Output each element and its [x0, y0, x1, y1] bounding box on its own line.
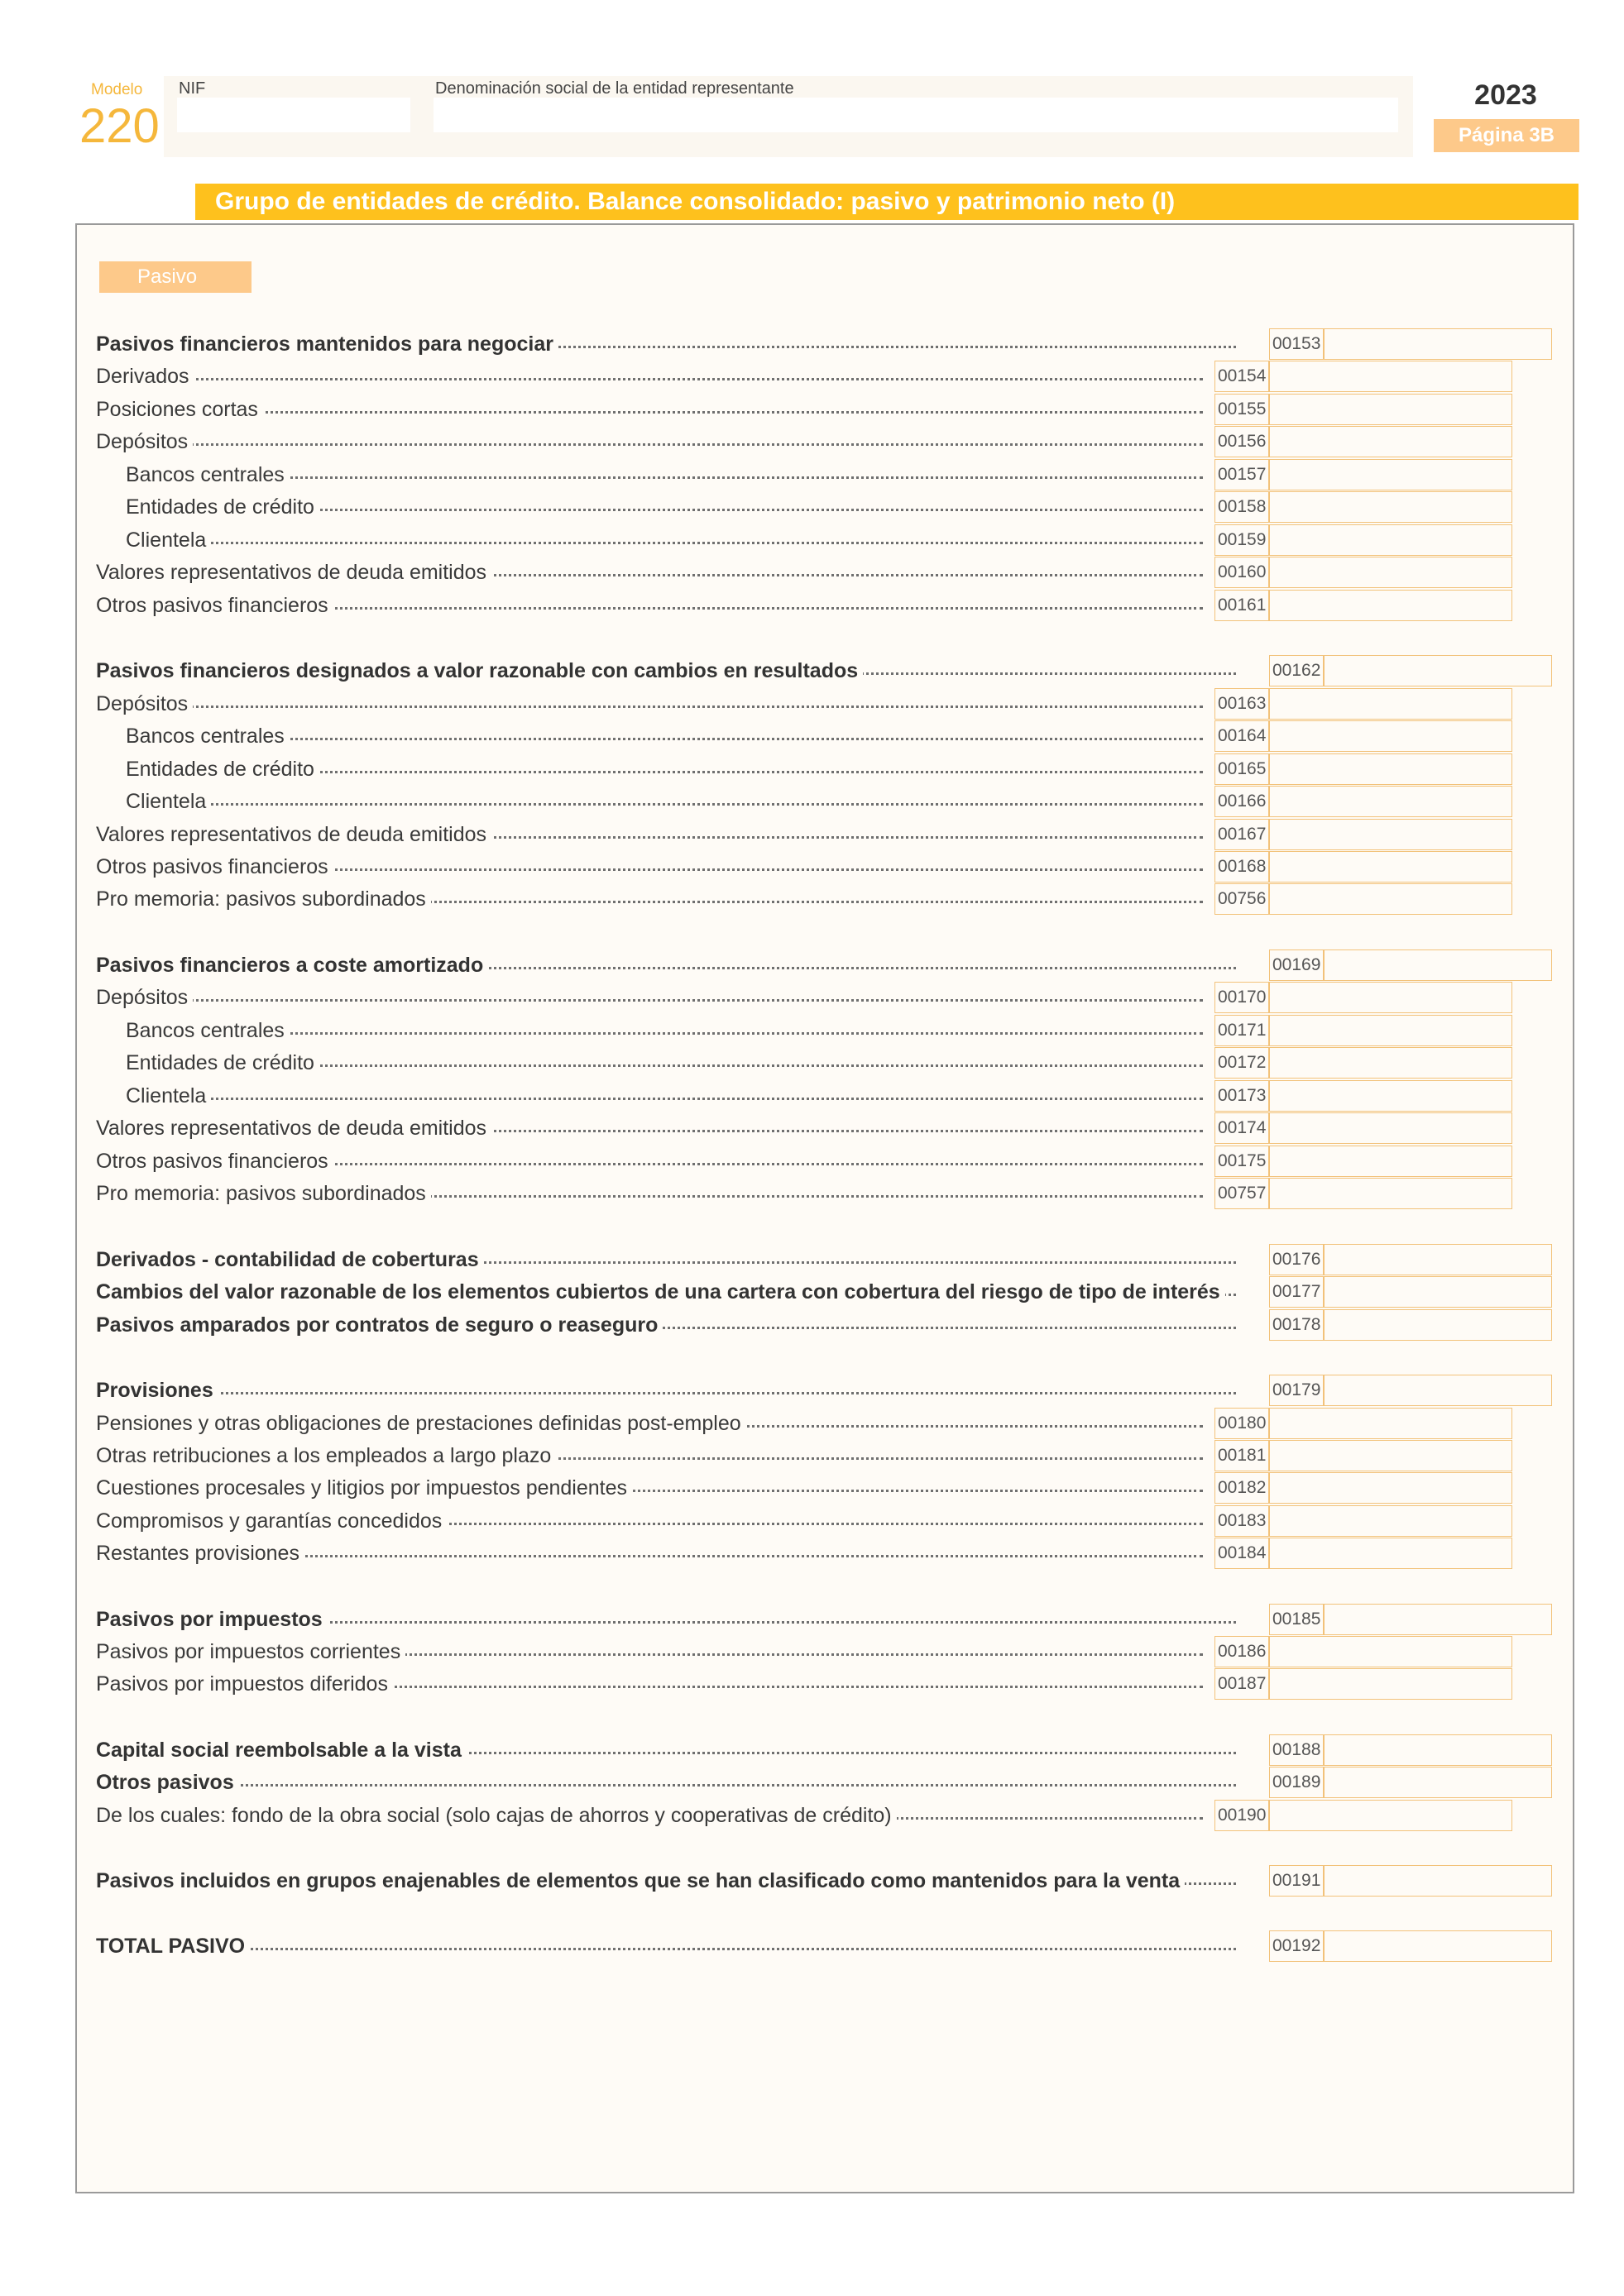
row-label-text: Pasivos financieros designados a valor razonable con cambios en resultados — [96, 659, 863, 682]
box-code: 00165 — [1214, 753, 1269, 785]
row-label-text: Posiciones cortas — [96, 398, 263, 421]
leader-dots — [96, 378, 1203, 380]
form-row-00186 — [96, 1636, 1552, 1667]
row-label — [96, 1604, 1236, 1635]
row-label — [96, 851, 1203, 883]
amount-input[interactable] — [1269, 557, 1512, 588]
form-row-00756 — [96, 883, 1552, 915]
amount-input[interactable] — [1324, 1734, 1552, 1766]
amount-input[interactable] — [1269, 753, 1512, 785]
form-row-00154 — [96, 361, 1552, 392]
box-code: 00175 — [1214, 1146, 1269, 1177]
amount-input[interactable] — [1269, 1047, 1512, 1079]
row-label — [96, 1472, 1203, 1504]
amount-input[interactable] — [1269, 851, 1512, 883]
row-label-text: Capital social reembolsable a la vista — [96, 1739, 467, 1762]
row-label-text: Pasivos incluidos en grupos enajenables de elementos que se han clasificado como mantenidos para la venta — [96, 1869, 1185, 1892]
box-code: 00161 — [1214, 590, 1269, 621]
row-label-text: Valores representativos de deuda emitidos — [96, 823, 491, 846]
leader-dots — [96, 999, 1203, 1002]
row-label-text: Compromisos y garantías concedidos — [96, 1509, 447, 1533]
amount-input[interactable] — [1269, 1668, 1512, 1700]
denominacion-input[interactable] — [434, 98, 1398, 132]
box-code: 00181 — [1214, 1440, 1269, 1471]
row-label-text: Cuestiones procesales y litigios por impuestos pendientes — [96, 1476, 632, 1500]
amount-input[interactable] — [1269, 688, 1512, 720]
form-row-00167 — [96, 819, 1552, 850]
page-title: Grupo de entidades de crédito. Balance consolidado: pasivo y patrimonio neto (I) — [195, 184, 1578, 220]
box-code: 00162 — [1269, 655, 1324, 686]
row-label — [96, 1505, 1203, 1537]
amount-input[interactable] — [1324, 1604, 1552, 1635]
form-row-00165 — [96, 753, 1552, 785]
box-code: 00178 — [1269, 1309, 1324, 1341]
row-label-text: Entidades de crédito — [96, 1051, 319, 1074]
form-row-00160 — [96, 557, 1552, 588]
leader-dots — [96, 803, 1203, 806]
box-code: 00187 — [1214, 1668, 1269, 1700]
box-code: 00158 — [1214, 491, 1269, 523]
amount-input[interactable] — [1269, 459, 1512, 490]
row-label-text: Pasivos por impuestos — [96, 1608, 328, 1631]
form-row-00170 — [96, 982, 1552, 1013]
box-code: 00177 — [1269, 1276, 1324, 1308]
row-label — [96, 1309, 1236, 1341]
box-code: 00179 — [1269, 1375, 1324, 1406]
row-label — [96, 786, 1203, 817]
modelo-label: Modelo — [91, 81, 143, 98]
modelo-number: 220 — [79, 99, 160, 153]
amount-input[interactable] — [1269, 1408, 1512, 1439]
row-label — [96, 1636, 1203, 1667]
leader-dots — [96, 1098, 1203, 1100]
row-label — [96, 1668, 1203, 1700]
box-code: 00176 — [1269, 1244, 1324, 1275]
leader-dots — [96, 1948, 1236, 1950]
page-badge: Página 3B — [1434, 119, 1579, 152]
amount-input[interactable] — [1324, 1865, 1552, 1897]
form-row-00164 — [96, 720, 1552, 752]
amount-input[interactable] — [1269, 883, 1512, 915]
form-row-00153 — [96, 328, 1552, 360]
box-code: 00184 — [1214, 1538, 1269, 1569]
box-code: 00757 — [1214, 1178, 1269, 1209]
amount-input[interactable] — [1269, 524, 1512, 556]
row-label-text: Otros pasivos financieros — [96, 594, 333, 617]
leader-dots — [96, 1392, 1236, 1394]
row-label-text: Pro memoria: pasivos subordinados — [96, 887, 431, 911]
box-code: 00173 — [1214, 1080, 1269, 1112]
row-label-text: Derivados - contabilidad de coberturas — [96, 1248, 484, 1271]
form-row-00159 — [96, 524, 1552, 556]
amount-input[interactable] — [1269, 1538, 1512, 1569]
amount-input[interactable] — [1269, 1080, 1512, 1112]
form-row-00172 — [96, 1047, 1552, 1079]
row-label — [96, 1276, 1236, 1308]
form-row-00161 — [96, 590, 1552, 621]
row-label-text: Pasivos financieros a coste amortizado — [96, 954, 488, 977]
box-code: 00157 — [1214, 459, 1269, 490]
row-label-text: Pro memoria: pasivos subordinados — [96, 1182, 431, 1205]
box-code: 00186 — [1214, 1636, 1269, 1667]
form-row-00181 — [96, 1440, 1552, 1471]
box-code: 00192 — [1269, 1930, 1324, 1962]
section-tab-pasivo: Pasivo — [99, 261, 252, 293]
row-label — [96, 1146, 1203, 1177]
form-row-00174 — [96, 1112, 1552, 1144]
row-label — [96, 1178, 1203, 1209]
amount-input[interactable] — [1324, 1244, 1552, 1275]
row-label — [96, 459, 1203, 490]
amount-input[interactable] — [1269, 361, 1512, 392]
row-label — [96, 1375, 1236, 1406]
row-label-text: Clientela — [96, 1084, 211, 1107]
amount-input[interactable] — [1269, 1112, 1512, 1144]
amount-input[interactable] — [1324, 1767, 1552, 1798]
box-code: 00155 — [1214, 394, 1269, 425]
box-code: 00171 — [1214, 1015, 1269, 1046]
row-label — [96, 328, 1236, 360]
form-row-00177 — [96, 1276, 1552, 1308]
box-code: 00180 — [1214, 1408, 1269, 1439]
row-label-text: Valores representativos de deuda emitidos — [96, 561, 491, 584]
row-label-text: Depósitos — [96, 692, 193, 715]
amount-input[interactable] — [1269, 786, 1512, 817]
row-label — [96, 426, 1203, 457]
row-label — [96, 1080, 1203, 1112]
row-label-text: Pasivos por impuestos corrientes — [96, 1640, 405, 1663]
row-label-text: Cambios del valor razonable de los elementos cubiertos de una cartera con cobertura del riesgo de tipo de interés — [96, 1280, 1225, 1303]
form-row-00155 — [96, 394, 1552, 425]
row-label-text: Provisiones — [96, 1379, 218, 1402]
row-label — [96, 1734, 1236, 1766]
row-label-text: Otros pasivos — [96, 1771, 239, 1794]
amount-input[interactable] — [1324, 1309, 1552, 1341]
amount-input[interactable] — [1269, 1440, 1512, 1471]
leader-dots — [96, 542, 1203, 544]
row-label-text: Derivados — [96, 365, 194, 388]
box-code: 00168 — [1214, 851, 1269, 883]
box-code: 00182 — [1214, 1472, 1269, 1504]
form-row-00175 — [96, 1146, 1552, 1177]
box-code: 00169 — [1269, 949, 1324, 981]
amount-input[interactable] — [1269, 1636, 1512, 1667]
box-code: 00153 — [1269, 328, 1324, 360]
form-row-00168 — [96, 851, 1552, 883]
amount-input[interactable] — [1269, 982, 1512, 1013]
amount-input[interactable] — [1269, 1800, 1512, 1831]
form-row-00158 — [96, 491, 1552, 523]
box-code: 00170 — [1214, 982, 1269, 1013]
row-label — [96, 557, 1203, 588]
row-label-text: Otras retribuciones a los empleados a largo plazo — [96, 1444, 556, 1467]
leader-dots — [96, 706, 1203, 708]
form-row-00188 — [96, 1734, 1552, 1766]
box-code: 00156 — [1214, 426, 1269, 457]
form-row-00192 — [96, 1930, 1552, 1962]
form-row-00169 — [96, 949, 1552, 981]
leader-dots — [96, 443, 1203, 446]
row-label-text: Otros pasivos financieros — [96, 855, 333, 878]
row-label — [96, 361, 1203, 392]
form-row-00178 — [96, 1309, 1552, 1341]
box-code: 00188 — [1269, 1734, 1324, 1766]
form-row-00180 — [96, 1408, 1552, 1439]
box-code: 00185 — [1269, 1604, 1324, 1635]
row-label-text: Bancos centrales — [96, 1019, 290, 1042]
row-label — [96, 688, 1203, 720]
nif-label: NIF — [179, 79, 206, 98]
row-label — [96, 524, 1203, 556]
box-code: 00174 — [1214, 1112, 1269, 1144]
row-label — [96, 819, 1203, 850]
box-code: 00183 — [1214, 1505, 1269, 1537]
amount-input[interactable] — [1269, 720, 1512, 752]
amount-input[interactable] — [1269, 394, 1512, 425]
row-label-text: Clientela — [96, 790, 211, 813]
row-label — [96, 1015, 1203, 1046]
row-label-text: Entidades de crédito — [96, 758, 319, 781]
form-row-00157 — [96, 459, 1552, 490]
box-code: 00159 — [1214, 524, 1269, 556]
amount-input[interactable] — [1269, 426, 1512, 457]
box-code: 00166 — [1214, 786, 1269, 817]
amount-input[interactable] — [1324, 1930, 1552, 1962]
form-row-00189 — [96, 1767, 1552, 1798]
row-label-text: Bancos centrales — [96, 463, 290, 486]
row-label-text: Clientela — [96, 529, 211, 552]
row-label-text: TOTAL PASIVO — [96, 1935, 250, 1958]
row-label — [96, 655, 1236, 686]
box-code: 00163 — [1214, 688, 1269, 720]
form-row-00191 — [96, 1865, 1552, 1897]
row-label-text: Valores representativos de deuda emitidos — [96, 1117, 491, 1140]
form-row-00176 — [96, 1244, 1552, 1275]
amount-input[interactable] — [1324, 328, 1552, 360]
row-label-text: Restantes provisiones — [96, 1542, 304, 1565]
row-label-text: Pasivos amparados por contratos de seguro o reaseguro — [96, 1313, 663, 1337]
form-row-00171 — [96, 1015, 1552, 1046]
year: 2023 — [1474, 79, 1537, 111]
amount-input[interactable] — [1269, 491, 1512, 523]
form-row-00163 — [96, 688, 1552, 720]
row-label — [96, 1930, 1236, 1962]
form-row-00182 — [96, 1472, 1552, 1504]
row-label — [96, 720, 1203, 752]
form-row-00757 — [96, 1178, 1552, 1209]
denominacion-label: Denominación social de la entidad representante — [435, 79, 794, 98]
form-row-00187 — [96, 1668, 1552, 1700]
row-label — [96, 1112, 1203, 1144]
row-label-text: Depósitos — [96, 986, 193, 1009]
amount-input[interactable] — [1269, 1178, 1512, 1209]
box-code: 00172 — [1214, 1047, 1269, 1079]
form-row-00173 — [96, 1080, 1552, 1112]
box-code: 00160 — [1214, 557, 1269, 588]
row-label — [96, 1800, 1203, 1831]
amount-input[interactable] — [1324, 1276, 1552, 1308]
row-label — [96, 1440, 1203, 1471]
leader-dots — [96, 1784, 1236, 1787]
row-label — [96, 1408, 1203, 1439]
row-label — [96, 394, 1203, 425]
row-label-text: Depósitos — [96, 430, 193, 453]
row-label — [96, 1244, 1236, 1275]
amount-input[interactable] — [1269, 590, 1512, 621]
row-label — [96, 982, 1203, 1013]
amount-input[interactable] — [1269, 1015, 1512, 1046]
row-label — [96, 1047, 1203, 1079]
nif-input[interactable] — [177, 98, 410, 132]
row-label — [96, 1767, 1236, 1798]
form-row-00184 — [96, 1538, 1552, 1569]
form-row-00162 — [96, 655, 1552, 686]
row-label-text: Pasivos financieros mantenidos para negociar — [96, 332, 558, 356]
box-code: 00189 — [1269, 1767, 1324, 1798]
box-code: 00191 — [1269, 1865, 1324, 1897]
form-row-00185 — [96, 1604, 1552, 1635]
form-row-00190 — [96, 1800, 1552, 1831]
amount-input[interactable] — [1324, 1375, 1552, 1406]
row-label — [96, 491, 1203, 523]
amount-input[interactable] — [1269, 1505, 1512, 1537]
row-label-text: Entidades de crédito — [96, 495, 319, 519]
form-row-00166 — [96, 786, 1552, 817]
amount-input[interactable] — [1324, 949, 1552, 981]
amount-input[interactable] — [1269, 819, 1512, 850]
row-label — [96, 949, 1236, 981]
amount-input[interactable] — [1324, 655, 1552, 686]
row-label — [96, 1865, 1236, 1897]
form-row-00156 — [96, 426, 1552, 457]
amount-input[interactable] — [1269, 1146, 1512, 1177]
box-code: 00756 — [1214, 883, 1269, 915]
row-label — [96, 1538, 1203, 1569]
amount-input[interactable] — [1269, 1472, 1512, 1504]
box-code: 00167 — [1214, 819, 1269, 850]
box-code: 00154 — [1214, 361, 1269, 392]
row-label-text: Otros pasivos financieros — [96, 1150, 333, 1173]
row-label-text: Pasivos por impuestos diferidos — [96, 1672, 393, 1696]
row-label — [96, 883, 1203, 915]
row-label-text: Bancos centrales — [96, 725, 290, 748]
row-label-text: Pensiones y otras obligaciones de prestaciones definidas post-empleo — [96, 1412, 746, 1435]
row-label — [96, 753, 1203, 785]
form-row-00183 — [96, 1505, 1552, 1537]
row-label-text: De los cuales: fondo de la obra social (solo cajas de ahorros y cooperativas de crédito) — [96, 1804, 897, 1827]
box-code: 00190 — [1214, 1800, 1269, 1831]
box-code: 00164 — [1214, 720, 1269, 752]
form-row-00179 — [96, 1375, 1552, 1406]
row-label — [96, 590, 1203, 621]
